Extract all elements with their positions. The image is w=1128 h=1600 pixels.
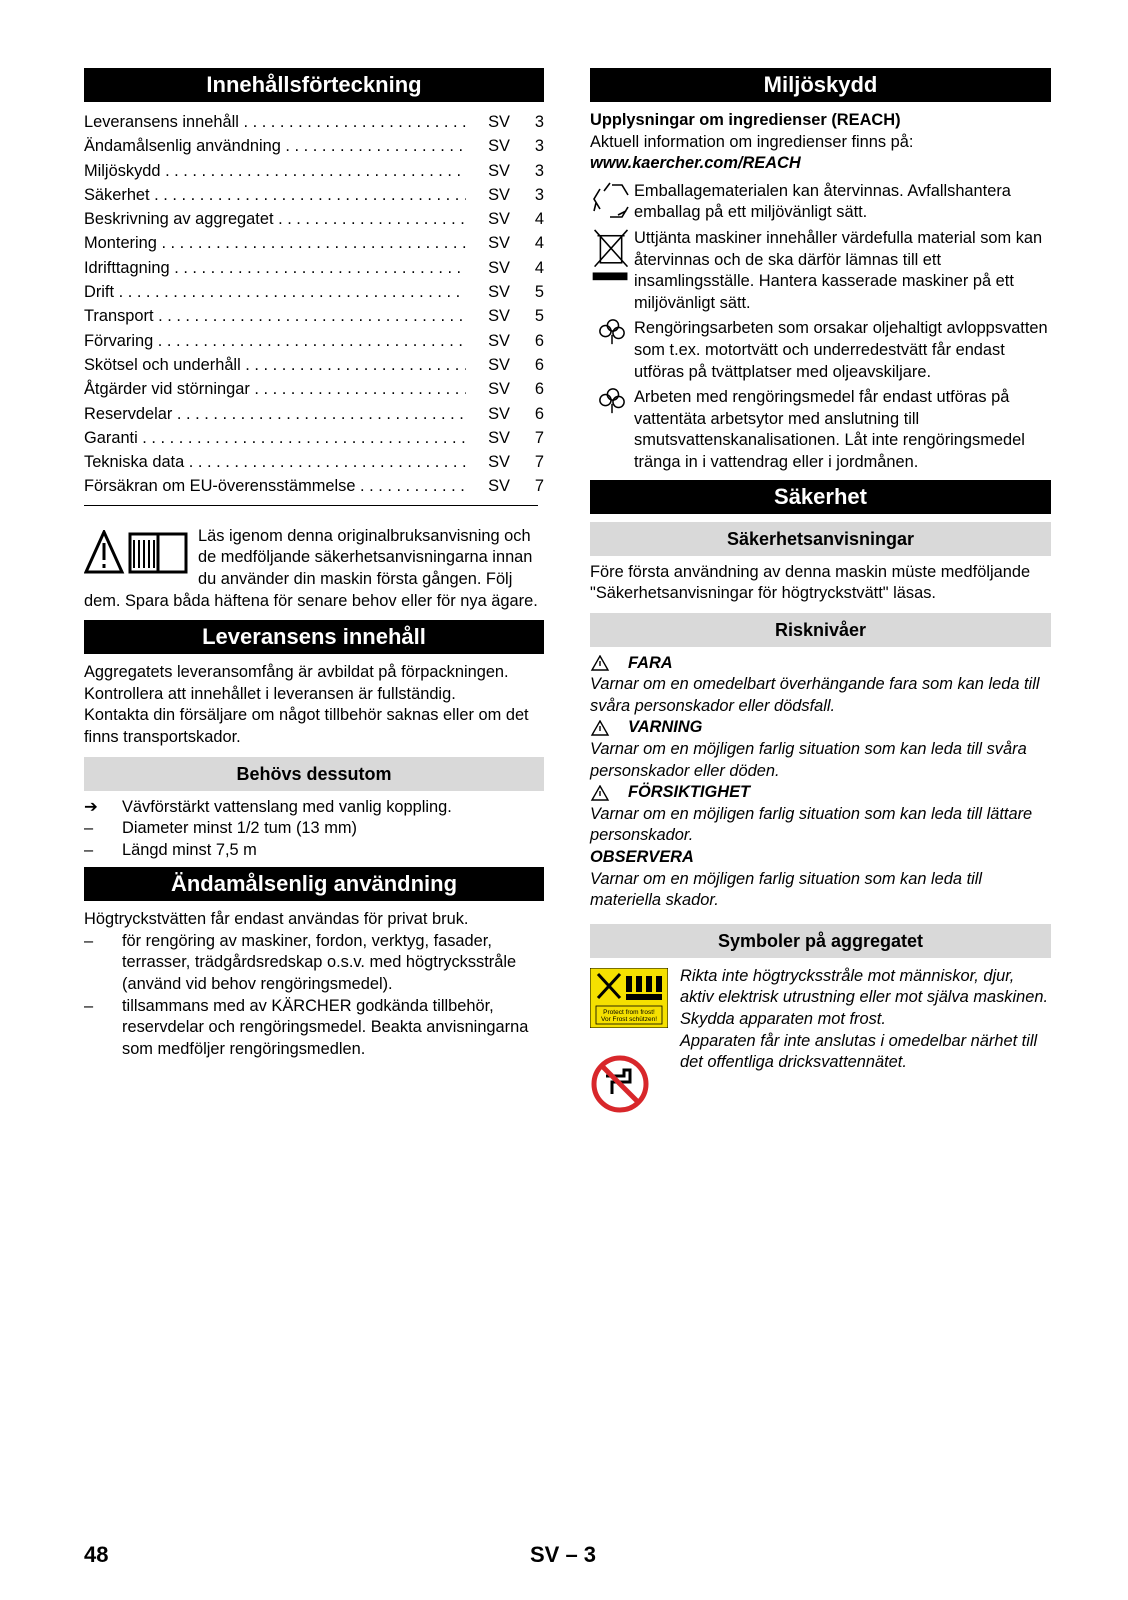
toc-list: [84, 110, 544, 499]
toc-entry-page: 7: [534, 477, 544, 496]
intended-text: Högtryckstvätten får endast användas för privat bruk.: [84, 910, 469, 929]
toc-entry-page: 6: [534, 380, 544, 399]
delivery-text-1: Aggregatets leveransomfång är avbildat på förpackningen. Kontrollera att innehållet i leveransen är fullständig.: [84, 663, 509, 703]
toc-entry[interactable]: [84, 304, 544, 328]
toc-entry-page: 5: [534, 307, 544, 326]
environment-icon: [590, 318, 634, 346]
toc-entry-lang: SV: [488, 161, 510, 180]
svg-text:Vor Frost schützen!: Vor Frost schützen!: [601, 1015, 657, 1023]
toc-entry[interactable]: [84, 474, 544, 498]
toc-entry[interactable]: [84, 183, 544, 207]
list-item: Emballagematerialen kan återvinnas. Avfallshantera emballag på ett miljövänligt sätt.: [590, 181, 1051, 224]
safety-instructions-text: Före första användning av denna maskin müste medföljande "Säkerhetsanvisningar för högtryckstvätt" läsas.: [590, 562, 1031, 603]
symbol-text: Rikta inte högtrycksstråle mot människor, djur, aktiv elektrisk utrustning eller mot själva maskinen.: [680, 966, 1049, 1007]
risk-levels-heading: Risknivåer: [590, 613, 1051, 647]
toc-entry[interactable]: [84, 134, 544, 158]
toc-entry-title: Garanti . . .: [84, 426, 466, 450]
list-item: Arbeten med rengöringsmedel får endast utföras på vattentäta arbetsytor med anslutning till smutsvattenskanalisationen. Låt inte rengöringsmedel tränga in i vattendrag eller i jordmånen.: [590, 387, 1051, 473]
recycle-icon: [590, 181, 634, 221]
needed-heading: Behövs dessutom: [84, 757, 544, 791]
risk-label: FÖRSIKTIGHET: [590, 782, 1051, 804]
toc-entry-title: Reservdelar . . .: [84, 402, 466, 426]
toc-entry[interactable]: [84, 256, 544, 280]
environment-icon: [590, 387, 634, 415]
toc-entry-lang: SV: [488, 137, 510, 156]
symbols-section: [590, 966, 1051, 1114]
reach-title: Upplysningar om ingredienser (REACH): [590, 111, 901, 129]
warning-triangle-icon: [590, 785, 628, 801]
risk-list: [590, 653, 1051, 912]
left-column: [84, 68, 544, 1060]
risk-label: FARA: [590, 653, 1051, 675]
list-item: – Längd minst 7,5 m: [84, 840, 257, 859]
list-item: ➔ Vävförstärkt vattenslang med vanlig koppling.: [84, 797, 544, 819]
reach-text: Aktuell information om ingredienser finns på:: [590, 132, 914, 151]
toc-entry-title: Idrifttagning . . .: [84, 256, 466, 280]
risk-label: OBSERVERA: [590, 848, 694, 867]
risk-text: Varnar om en möjligen farlig situation som kan leda till materiella skador.: [590, 869, 983, 910]
toc-entry[interactable]: [84, 231, 544, 255]
toc-entry-page: 6: [534, 331, 544, 350]
toc-entry[interactable]: [84, 402, 544, 426]
toc-entry-page: 3: [534, 113, 544, 131]
toc-entry-title: Transport . . .: [84, 304, 466, 328]
symbols-texts: [680, 966, 1051, 1114]
svg-text:Protect from frost!: Protect from frost!: [603, 1008, 655, 1016]
no-spray-frost-label-icon: [590, 968, 668, 1028]
crossed-bin-icon: [590, 228, 634, 286]
toc-entry-lang: SV: [488, 477, 510, 496]
right-column: [590, 68, 1051, 1114]
toc-entry-title: Försäkran om EU-överensstämmelse . . .: [84, 474, 466, 498]
toc-entry-page: 4: [534, 210, 544, 229]
toc-entry-page: 6: [534, 355, 544, 374]
toc-entry-title: Montering . . .: [84, 231, 466, 255]
toc-entry-lang: SV: [488, 283, 510, 302]
toc-entry-page: 3: [534, 185, 544, 204]
safety-heading: Säkerhet: [590, 480, 1051, 514]
risk-text: Varnar om en möjligen farlig situation som kan leda till lättare personskador.: [590, 804, 1033, 845]
reach-url[interactable]: www.kaercher.com/REACH: [590, 154, 801, 173]
symbols-images: [590, 966, 680, 1114]
toc-entry[interactable]: [84, 110, 544, 134]
symbol-text: Apparaten får inte anslutas i omedelbar närhet till det offentliga dricksvattennätet.: [680, 1031, 1038, 1072]
toc-entry-lang: SV: [488, 380, 510, 399]
toc-divider: [84, 505, 538, 506]
list-item: – tillsammans med av KÄRCHER godkända tillbehör, reservdelar och rengöringsmedel. Beakta anvisningarna som medföljer rengöringsmedlen.: [84, 996, 529, 1058]
list-item: Rengöringsarbeten som orsakar oljehaltigt avloppsvatten som t.ex. motortvätt och underredestvätt får endast utföras på tvättplatser med oljeavskiljare.: [590, 318, 1051, 383]
toc-entry[interactable]: [84, 426, 544, 450]
toc-entry-page: 7: [534, 453, 544, 472]
toc-entry-lang: SV: [488, 210, 510, 229]
toc-entry-title: Ändamålsenlig användning . . .: [84, 134, 466, 158]
toc-entry-page: 4: [534, 234, 544, 253]
delivery-text-2: Kontakta din försäljare om något tillbehör saknas eller om det finns transportskador.: [84, 706, 529, 746]
toc-entry-title: Beskrivning av aggregatet . . .: [84, 207, 466, 231]
arrow-bullet-icon: ➔: [84, 797, 98, 816]
toc-entry-lang: SV: [488, 258, 510, 277]
toc-entry[interactable]: [84, 207, 544, 231]
intro-warning-text: Läs igenom denna originalbruksanvisning och de medföljande säkerhetsanvisningarna innan du använder din maskin första gången. Följ dem. Spara båda häftena för senare behov eller för nya ägare.: [84, 526, 538, 610]
toc-entry-lang: SV: [488, 234, 510, 253]
toc-entry-title: Miljöskydd . . .: [84, 159, 466, 183]
risk-label: VARNING: [590, 717, 1051, 739]
risk-text: Varnar om en omedelbart överhängande fara som kan leda till svåra personskador eller dödsfall.: [590, 675, 1040, 715]
toc-entry[interactable]: [84, 353, 544, 377]
toc-entry[interactable]: [84, 159, 544, 183]
no-drinking-water-connection-icon: [590, 1054, 650, 1114]
toc-entry-lang: SV: [488, 331, 510, 350]
risk-text: Varnar om en möjligen farlig situation som kan leda till svåra personskador eller döden.: [590, 740, 1027, 780]
symbol-text: Skydda apparaten mot frost.: [680, 1010, 886, 1028]
environment-list: [590, 181, 1051, 474]
toc-entry-lang: SV: [488, 185, 510, 204]
list-item: – för rengöring av maskiner, fordon, verktyg, fasader, terrasser, trädgårdsredskap o.s.v. med högtrycksstråle (använd vid behov rengöringsmedel).: [84, 931, 517, 994]
toc-entry-page: 7: [534, 428, 544, 447]
toc-entry-page: 3: [534, 137, 544, 156]
toc-entry-page: 4: [534, 258, 544, 277]
toc-entry-lang: SV: [488, 307, 510, 326]
intended-heading: Ändamålsenlig användning: [84, 867, 544, 901]
needed-list: [84, 797, 544, 862]
list-item: – Diameter minst 1/2 tum (13 mm): [84, 819, 357, 838]
toc-entry[interactable]: [84, 450, 544, 474]
toc-entry-page: 5: [534, 283, 544, 302]
toc-entry-title: Säkerhet . . .: [84, 183, 466, 207]
toc-entry[interactable]: [84, 377, 544, 401]
warning-triangle-icon: [590, 655, 628, 671]
toc-heading: Innehållsförteckning: [84, 68, 544, 102]
list-item: Uttjänta maskiner innehåller värdefulla material som kan återvinnas och de ska därför lämnas till ett insamlingsställe. Hantera kasserade maskiner på ett miljövänligt sätt.: [590, 228, 1051, 314]
toc-entry-page: 6: [534, 404, 544, 423]
intro-warning: [84, 526, 544, 612]
toc-entry-lang: SV: [488, 453, 510, 472]
safety-instructions-heading: Säkerhetsanvisningar: [590, 522, 1051, 556]
page-number: 48: [84, 1542, 109, 1567]
toc-entry-page: 3: [534, 161, 544, 180]
toc-entry-title: Tekniska data . . .: [84, 450, 466, 474]
toc-entry-lang: SV: [488, 113, 510, 131]
toc-entry[interactable]: [84, 280, 544, 304]
warning-triangle-icon: [590, 720, 628, 736]
toc-entry-lang: SV: [488, 428, 510, 447]
environment-heading: Miljöskydd: [590, 68, 1051, 102]
toc-entry-lang: SV: [488, 355, 510, 374]
toc-entry[interactable]: [84, 329, 544, 353]
page-label: SV – 3: [530, 1542, 597, 1567]
toc-entry-title: Åtgärder vid störningar . . .: [84, 377, 466, 401]
warning-read-manual-icon: [84, 530, 192, 574]
toc-entry-title: Drift . . .: [84, 280, 466, 304]
toc-entry-lang: SV: [488, 404, 510, 423]
symbols-heading: Symboler på aggregatet: [590, 924, 1051, 958]
delivery-heading: Leveransens innehåll: [84, 620, 544, 654]
toc-entry-title: Leveransens innehåll . . .: [84, 110, 466, 134]
toc-entry-title: Skötsel och underhåll . . .: [84, 353, 466, 377]
toc-entry-title: Förvaring . . .: [84, 329, 466, 353]
